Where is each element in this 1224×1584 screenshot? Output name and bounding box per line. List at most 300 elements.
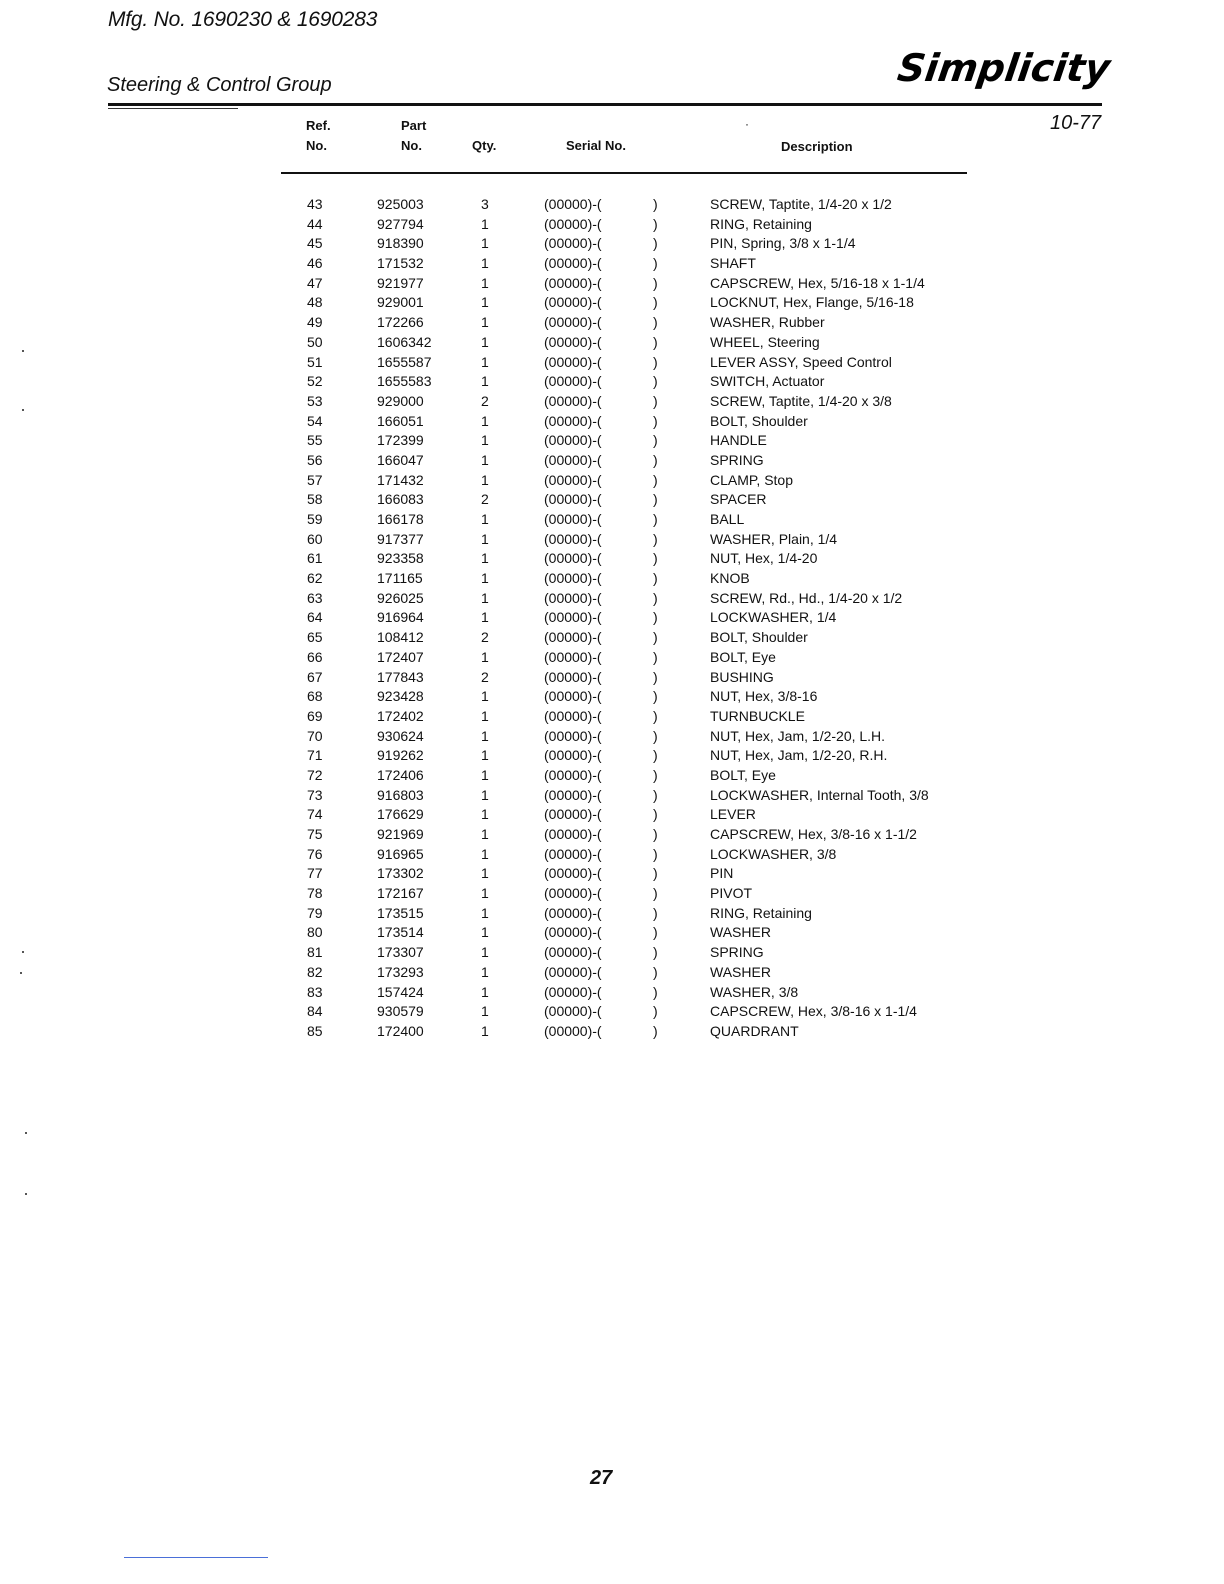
- part-description: HANDLE: [710, 432, 767, 449]
- part-number: 923358: [377, 550, 424, 567]
- part-number: 1655583: [377, 373, 432, 390]
- part-serial: (00000)-(: [544, 412, 602, 429]
- footer-line: [124, 1557, 268, 1558]
- part-number: 172167: [377, 885, 424, 902]
- part-serial-close: ): [653, 688, 658, 705]
- part-description: NUT, Hex, 1/4-20: [710, 550, 818, 567]
- part-serial: (00000)-(: [544, 333, 602, 350]
- part-description: SPACER: [710, 491, 767, 508]
- table-row: [300, 727, 1000, 747]
- part-serial-close: ): [653, 333, 658, 350]
- part-qty: 1: [481, 845, 489, 862]
- part-number: 1606342: [377, 333, 432, 350]
- column-header-part: [401, 116, 426, 156]
- part-number: 172400: [377, 1022, 424, 1039]
- part-qty: 1: [481, 215, 489, 232]
- part-serial: (00000)-(: [544, 648, 602, 665]
- part-qty: 1: [481, 786, 489, 803]
- part-description: CAPSCREW, Hex, 3/8-16 x 1-1/4: [710, 1003, 917, 1020]
- part-description: NUT, Hex, 3/8-16: [710, 688, 818, 705]
- part-ref: 56: [307, 451, 323, 468]
- part-description: CAPSCREW, Hex, 3/8-16 x 1-1/2: [710, 826, 917, 842]
- part-number: 177843: [377, 668, 424, 685]
- table-row: [300, 1002, 1000, 1022]
- part-ref: 80: [307, 924, 323, 941]
- table-row: [300, 234, 1000, 254]
- part-number: 166178: [377, 511, 424, 527]
- part-description: LEVER: [710, 806, 756, 823]
- part-ref: 69: [307, 707, 323, 724]
- table-row: [300, 904, 1000, 924]
- part-serial-close: ): [653, 294, 658, 311]
- parts-table: [300, 195, 1000, 1042]
- table-row: [300, 746, 1000, 766]
- part-ref: 59: [307, 511, 323, 527]
- part-qty: 1: [481, 885, 489, 902]
- table-row: [300, 195, 1000, 215]
- part-number: 917377: [377, 530, 424, 547]
- part-number: 172407: [377, 648, 424, 665]
- part-serial: (00000)-(: [544, 845, 602, 862]
- part-qty: 1: [481, 924, 489, 941]
- part-serial-close: ): [653, 983, 658, 1000]
- part-qty: 1: [481, 412, 489, 429]
- part-ref: 79: [307, 904, 323, 921]
- part-number: 173515: [377, 904, 424, 921]
- part-qty: 2: [481, 668, 489, 685]
- table-row: [300, 766, 1000, 786]
- part-qty: 1: [481, 530, 489, 547]
- table-row: [300, 628, 1000, 648]
- part-qty: 1: [481, 550, 489, 567]
- part-number: 108412: [377, 629, 424, 646]
- part-serial-close: ): [653, 747, 658, 764]
- column-header-serial: Serial No.: [566, 138, 626, 153]
- part-ref: 73: [307, 786, 323, 803]
- part-qty: 1: [481, 373, 489, 390]
- part-description: WASHER, Plain, 1/4: [710, 530, 838, 547]
- group-title: Steering & Control Group: [107, 74, 332, 96]
- part-serial: (00000)-(: [544, 885, 602, 902]
- part-description: SCREW, Rd., Hd., 1/4-20 x 1/2: [710, 589, 903, 606]
- table-row: [300, 372, 1000, 392]
- part-number: 930624: [377, 727, 424, 744]
- part-serial: (00000)-(: [544, 491, 602, 508]
- part-description: NUT, Hex, Jam, 1/2-20, R.H.: [710, 747, 888, 764]
- part-qty: 1: [481, 648, 489, 665]
- page-number: 27: [590, 1467, 613, 1489]
- part-ref: 76: [307, 845, 323, 862]
- part-number: 176629: [377, 806, 424, 823]
- table-row: [300, 254, 1000, 274]
- part-serial-close: ): [653, 944, 658, 961]
- table-row: [300, 668, 1000, 688]
- part-serial-close: ): [653, 353, 658, 370]
- part-serial-close: ): [653, 786, 658, 803]
- column-header-ref-line1: Ref.: [306, 118, 331, 133]
- part-serial: (00000)-(: [544, 570, 602, 587]
- part-serial: (00000)-(: [544, 786, 602, 803]
- part-serial: (00000)-(: [544, 511, 602, 527]
- table-row: [300, 451, 1000, 471]
- scan-speck: [25, 1132, 27, 1134]
- part-qty: 1: [481, 826, 489, 842]
- part-serial: (00000)-(: [544, 432, 602, 449]
- table-row: [300, 215, 1000, 235]
- part-ref: 52: [307, 373, 323, 390]
- part-serial: (00000)-(: [544, 451, 602, 468]
- revision-date: 10-77: [1050, 112, 1102, 134]
- part-ref: 44: [307, 215, 323, 232]
- part-serial: (00000)-(: [544, 353, 602, 370]
- part-serial: (00000)-(: [544, 255, 602, 272]
- part-qty: 1: [481, 235, 489, 252]
- part-serial-close: ): [653, 865, 658, 882]
- part-serial-close: ): [653, 491, 658, 508]
- part-ref: 81: [307, 944, 323, 961]
- part-qty: 1: [481, 806, 489, 823]
- part-ref: 75: [307, 826, 323, 842]
- part-qty: 2: [481, 491, 489, 508]
- part-qty: 1: [481, 589, 489, 606]
- part-ref: 72: [307, 766, 323, 783]
- table-row: [300, 707, 1000, 727]
- table-row: [300, 471, 1000, 491]
- part-description: PIVOT: [710, 885, 753, 902]
- part-serial: (00000)-(: [544, 1003, 602, 1020]
- header-rule: [108, 103, 1102, 106]
- part-serial-close: ): [653, 707, 658, 724]
- part-serial-close: ): [653, 1022, 658, 1039]
- part-qty: 1: [481, 707, 489, 724]
- part-serial-close: ): [653, 471, 658, 488]
- part-ref: 71: [307, 747, 323, 764]
- table-row: [300, 1022, 1000, 1042]
- part-number: 171532: [377, 255, 424, 272]
- part-serial: (00000)-(: [544, 727, 602, 744]
- part-qty: 1: [481, 353, 489, 370]
- part-serial: (00000)-(: [544, 629, 602, 646]
- part-serial-close: ): [653, 766, 658, 783]
- part-serial: (00000)-(: [544, 668, 602, 685]
- part-number: 171432: [377, 471, 424, 488]
- part-description: WASHER, Rubber: [710, 314, 825, 331]
- part-serial-close: ): [653, 274, 658, 291]
- table-row: [300, 608, 1000, 628]
- table-row: [300, 549, 1000, 569]
- part-qty: 1: [481, 727, 489, 744]
- part-number: 926025: [377, 589, 424, 606]
- part-serial-close: ): [653, 629, 658, 646]
- table-row: [300, 530, 1000, 550]
- part-description: PIN: [710, 865, 734, 882]
- table-header-rule: [281, 172, 967, 174]
- part-ref: 78: [307, 885, 323, 902]
- part-serial-close: ): [653, 806, 658, 823]
- part-qty: 1: [481, 963, 489, 980]
- part-description: SWITCH, Actuator: [710, 373, 825, 390]
- part-serial: (00000)-(: [544, 826, 602, 842]
- table-row: [300, 392, 1000, 412]
- part-ref: 46: [307, 255, 323, 272]
- part-number: 929000: [377, 392, 424, 409]
- column-header-part-line1: Part: [401, 118, 427, 133]
- part-number: 921977: [377, 274, 424, 291]
- part-description: RING, Retaining: [710, 215, 812, 232]
- part-serial: (00000)-(: [544, 274, 602, 291]
- part-serial: (00000)-(: [544, 550, 602, 567]
- part-number: 173302: [377, 865, 424, 882]
- part-serial-close: ): [653, 727, 658, 744]
- part-serial-close: ): [653, 904, 658, 921]
- part-qty: 1: [481, 1022, 489, 1039]
- part-serial: (00000)-(: [544, 589, 602, 606]
- scan-speck: [20, 972, 22, 974]
- part-serial-close: ): [653, 845, 658, 862]
- part-number: 173293: [377, 963, 424, 980]
- part-serial-close: ): [653, 609, 658, 626]
- part-qty: 1: [481, 314, 489, 331]
- part-serial-close: ): [653, 451, 658, 468]
- part-number: 173514: [377, 924, 424, 941]
- part-serial: (00000)-(: [544, 707, 602, 724]
- part-number: 916803: [377, 786, 424, 803]
- table-row: [300, 412, 1000, 432]
- table-row: [300, 845, 1000, 865]
- part-qty: 2: [481, 629, 489, 646]
- column-header-part-line2: No.: [401, 138, 422, 153]
- part-serial: (00000)-(: [544, 373, 602, 390]
- part-ref: 66: [307, 648, 323, 665]
- part-ref: 77: [307, 865, 323, 882]
- part-ref: 60: [307, 530, 323, 547]
- part-number: 166047: [377, 451, 424, 468]
- part-serial: (00000)-(: [544, 865, 602, 882]
- table-row: [300, 825, 1000, 845]
- part-qty: 1: [481, 294, 489, 311]
- part-serial-close: ): [653, 235, 658, 252]
- part-qty: 1: [481, 904, 489, 921]
- table-row: [300, 333, 1000, 353]
- part-description: KNOB: [710, 570, 750, 587]
- part-serial-close: ): [653, 255, 658, 272]
- part-ref: 65: [307, 629, 323, 646]
- part-ref: 53: [307, 392, 323, 409]
- part-serial-close: ): [653, 589, 658, 606]
- part-description: SCREW, Taptite, 1/4-20 x 1/2: [710, 196, 892, 212]
- part-ref: 55: [307, 432, 323, 449]
- part-description: SHAFT: [710, 255, 756, 272]
- scan-speck: [22, 350, 24, 352]
- part-serial: (00000)-(: [544, 215, 602, 232]
- part-description: BOLT, Shoulder: [710, 629, 808, 646]
- part-serial-close: ): [653, 511, 658, 527]
- part-serial-close: ): [653, 963, 658, 980]
- part-qty: 1: [481, 471, 489, 488]
- part-serial: (00000)-(: [544, 904, 602, 921]
- part-number: 1655587: [377, 353, 432, 370]
- part-qty: 1: [481, 944, 489, 961]
- part-number: 173307: [377, 944, 424, 961]
- table-row: [300, 313, 1000, 333]
- part-serial-close: ): [653, 1003, 658, 1020]
- scan-speck: [25, 1193, 27, 1195]
- part-ref: 68: [307, 688, 323, 705]
- part-serial: (00000)-(: [544, 294, 602, 311]
- part-number: 166051: [377, 412, 424, 429]
- part-description: CLAMP, Stop: [710, 471, 794, 488]
- part-ref: 82: [307, 963, 323, 980]
- part-qty: 3: [481, 196, 489, 212]
- part-ref: 64: [307, 609, 323, 626]
- part-serial: (00000)-(: [544, 235, 602, 252]
- part-serial-close: ): [653, 432, 658, 449]
- part-qty: 1: [481, 511, 489, 527]
- scan-speck: [22, 951, 24, 953]
- table-row: [300, 569, 1000, 589]
- part-number: 171165: [377, 570, 423, 587]
- table-row: [300, 490, 1000, 510]
- column-header-qty: Qty.: [472, 138, 497, 153]
- part-qty: 1: [481, 451, 489, 468]
- part-ref: 83: [307, 983, 323, 1000]
- part-serial: (00000)-(: [544, 609, 602, 626]
- part-serial: (00000)-(: [544, 392, 602, 409]
- table-row: [300, 293, 1000, 313]
- table-row: [300, 353, 1000, 373]
- table-row: [300, 943, 1000, 963]
- part-qty: 1: [481, 766, 489, 783]
- part-number: 916964: [377, 609, 424, 626]
- scan-speck: [22, 409, 24, 411]
- part-serial-close: ): [653, 648, 658, 665]
- part-qty: 1: [481, 688, 489, 705]
- header-subrule: [108, 108, 238, 109]
- part-description: SCREW, Taptite, 1/4-20 x 3/8: [710, 392, 892, 409]
- table-row: [300, 884, 1000, 904]
- part-ref: 51: [307, 353, 323, 370]
- part-description: BOLT, Eye: [710, 766, 776, 783]
- part-number: 930579: [377, 1003, 424, 1020]
- part-serial-close: ): [653, 314, 658, 331]
- part-description: BOLT, Eye: [710, 648, 776, 665]
- table-row: [300, 510, 1000, 530]
- part-serial-close: ): [653, 530, 658, 547]
- part-description: SPRING: [710, 451, 764, 468]
- part-description: WHEEL, Steering: [710, 333, 820, 350]
- part-ref: 49: [307, 314, 323, 331]
- part-number: 157424: [377, 983, 424, 1000]
- mfg-number: Mfg. No. 1690230 & 1690283: [108, 8, 378, 31]
- stray-dot: ·: [745, 117, 749, 131]
- part-serial: (00000)-(: [544, 806, 602, 823]
- part-description: PIN, Spring, 3/8 x 1-1/4: [710, 235, 856, 252]
- part-serial-close: ): [653, 196, 658, 212]
- column-header-description: Description: [781, 139, 853, 154]
- part-qty: 1: [481, 747, 489, 764]
- part-description: LOCKWASHER, 1/4: [710, 609, 837, 626]
- part-serial-close: ): [653, 550, 658, 567]
- table-row: [300, 687, 1000, 707]
- part-serial-close: ): [653, 885, 658, 902]
- part-description: SPRING: [710, 944, 764, 961]
- part-serial-close: ): [653, 215, 658, 232]
- part-serial-close: ): [653, 826, 658, 842]
- part-number: 166083: [377, 491, 424, 508]
- part-qty: 1: [481, 865, 489, 882]
- part-number: 918390: [377, 235, 424, 252]
- part-description: WASHER, 3/8: [710, 983, 799, 1000]
- part-ref: 70: [307, 727, 323, 744]
- part-ref: 43: [307, 196, 323, 212]
- part-serial-close: ): [653, 924, 658, 941]
- part-number: 927794: [377, 215, 424, 232]
- part-serial: (00000)-(: [544, 530, 602, 547]
- table-row: [300, 589, 1000, 609]
- part-ref: 54: [307, 412, 323, 429]
- table-row: [300, 923, 1000, 943]
- table-row: [300, 274, 1000, 294]
- part-description: QUARDRANT: [710, 1022, 799, 1039]
- table-row: [300, 805, 1000, 825]
- part-description: BUSHING: [710, 668, 774, 685]
- part-ref: 50: [307, 333, 323, 350]
- part-qty: 1: [481, 609, 489, 626]
- part-description: WASHER: [710, 963, 771, 980]
- part-number: 172402: [377, 707, 424, 724]
- part-qty: 1: [481, 1003, 489, 1020]
- part-ref: 58: [307, 491, 323, 508]
- part-qty: 1: [481, 570, 489, 587]
- part-serial: (00000)-(: [544, 944, 602, 961]
- part-ref: 47: [307, 274, 323, 291]
- part-serial: (00000)-(: [544, 747, 602, 764]
- part-number: 919262: [377, 747, 424, 764]
- part-serial: (00000)-(: [544, 196, 602, 212]
- table-row: [300, 786, 1000, 806]
- part-number: 172266: [377, 314, 424, 331]
- part-number: 925003: [377, 196, 424, 212]
- part-number: 172406: [377, 766, 424, 783]
- part-description: CAPSCREW, Hex, 5/16-18 x 1-1/4: [710, 274, 925, 291]
- part-number: 916965: [377, 845, 424, 862]
- part-qty: 1: [481, 432, 489, 449]
- part-number: 929001: [377, 294, 424, 311]
- part-description: NUT, Hex, Jam, 1/2-20, L.H.: [710, 727, 886, 744]
- part-serial: (00000)-(: [544, 471, 602, 488]
- part-ref: 48: [307, 294, 323, 311]
- part-ref: 62: [307, 570, 323, 587]
- part-number: 172399: [377, 432, 424, 449]
- part-ref: 84: [307, 1003, 323, 1020]
- part-serial-close: ): [653, 412, 658, 429]
- part-qty: 1: [481, 333, 489, 350]
- part-ref: 45: [307, 235, 323, 252]
- part-serial-close: ): [653, 373, 658, 390]
- part-serial: (00000)-(: [544, 983, 602, 1000]
- part-description: LEVER ASSY, Speed Control: [710, 353, 892, 370]
- table-row: [300, 431, 1000, 451]
- part-description: TURNBUCKLE: [710, 707, 805, 724]
- part-serial-close: ): [653, 570, 658, 587]
- part-description: LOCKNUT, Hex, Flange, 5/16-18: [710, 294, 914, 311]
- part-ref: 85: [307, 1022, 323, 1039]
- part-description: LOCKWASHER, 3/8: [710, 845, 837, 862]
- table-row: [300, 983, 1000, 1003]
- part-description: RING, Retaining: [710, 904, 812, 921]
- part-ref: 57: [307, 471, 323, 488]
- part-qty: 2: [481, 392, 489, 409]
